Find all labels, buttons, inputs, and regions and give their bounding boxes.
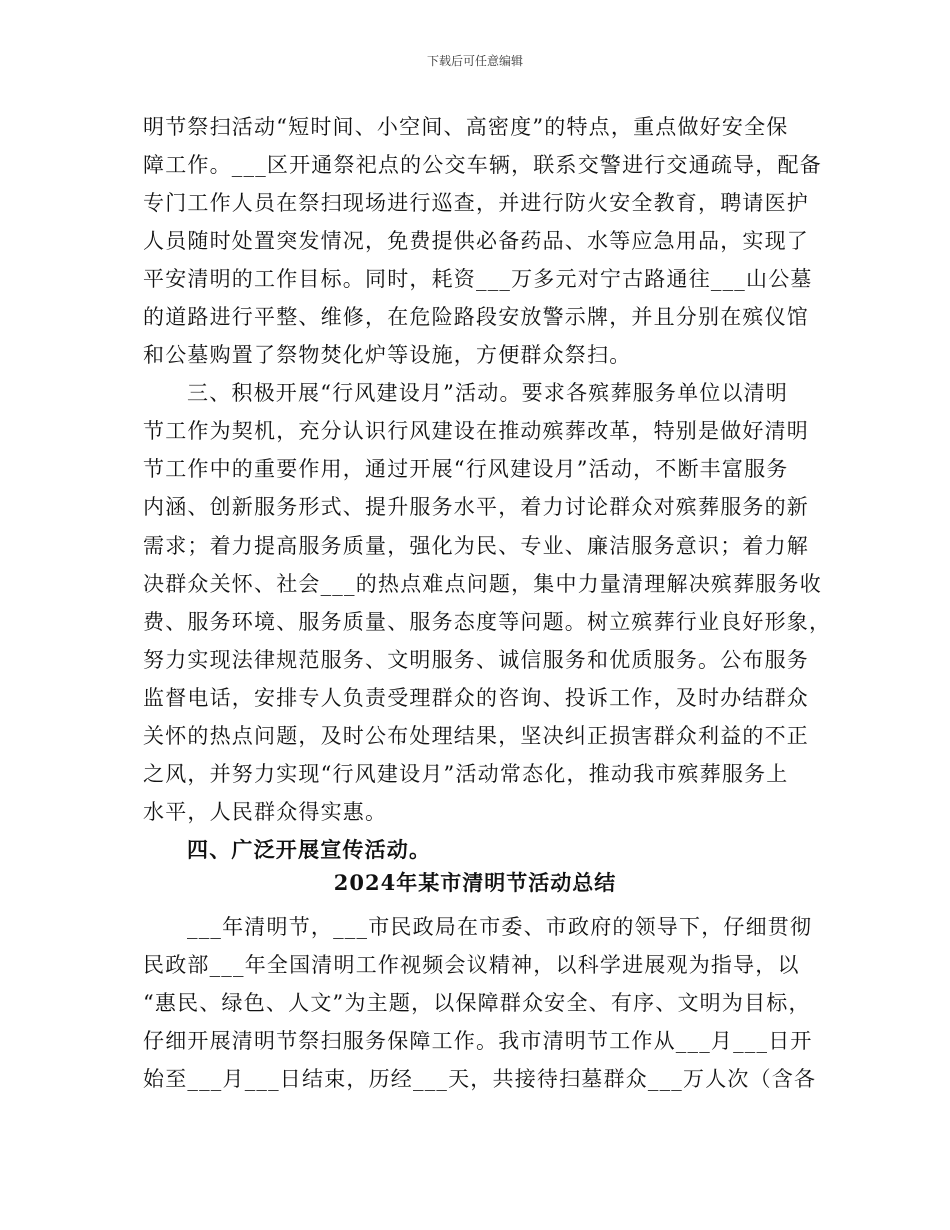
paragraph-line: 费、服务环境、服务质量、服务态度等问题。树立殡葬行业良好形象， bbox=[143, 609, 832, 634]
paragraph-line: 三、积极开展“行风建设月”活动。要求各殡葬服务单位以清明 bbox=[187, 381, 789, 406]
paragraph-line: 决群众关怀、社会___的热点难点问题，集中力量清理解决殡葬服务收 bbox=[143, 571, 822, 596]
document-title: 2024年某市清明节活动总结 bbox=[333, 870, 617, 895]
document-body-summary bbox=[143, 908, 817, 1098]
paragraph-line: ___年清明节，___市民政局在市委、市政府的领导下，仔细贯彻 bbox=[187, 915, 813, 939]
paragraph-line: 仔细开展清明节祭扫服务保障工作。我市清明节工作从___月___日开 bbox=[143, 1029, 813, 1054]
section-heading: 四、广泛开展宣传活动。 bbox=[187, 836, 432, 862]
paragraph-line: 之风，并努力实现“行风建设月”活动常态化，推动我市殡葬服务上 bbox=[143, 761, 789, 786]
paragraph-line: 监督电话，安排专人负责受理群众的咨询、投诉工作，及时办结群众 bbox=[143, 685, 809, 710]
paragraph-line: 节工作中的重要作用，通过开展“行风建设月”活动，不断丰富服务 bbox=[143, 457, 789, 482]
paragraph-line: 人员随时处置突发情况，免费提供必备药品、水等应急用品，实现了 bbox=[143, 229, 809, 254]
paragraph-line: 明节祭扫活动“短时间、小空间、高密度”的特点，重点做好安全保 bbox=[143, 115, 789, 139]
paragraph-line: 内涵、创新服务形式、提升服务水平，着力讨论群众对殡葬服务的新 bbox=[143, 495, 809, 520]
paragraph-line: 障工作。___区开通祭祀点的公交车辆，联系交警进行交通疏导，配备 bbox=[143, 153, 822, 178]
paragraph-line: 的道路进行平整、维修，在危险路段安放警示牌，并且分别在殡仪馆 bbox=[143, 305, 809, 330]
paragraph-line: 民政部___年全国清明工作视频会议精神，以科学进展观为指导，以 bbox=[143, 953, 800, 978]
paragraph-line: 平安清明的工作目标。同时，耗资___万多元对宁古路通往___山公墓 bbox=[143, 267, 813, 292]
document-body bbox=[143, 108, 832, 869]
paragraph-line: 和公墓购置了祭物焚化炉等设施，方便群众祭扫。 bbox=[143, 343, 632, 368]
page-header: 下载后可任意编辑 bbox=[426, 54, 523, 68]
paragraph-line: 水平，人民群众得实惠。 bbox=[143, 799, 388, 824]
paragraph-line: 始至___月___日结束，历经___天，共接待扫墓群众___万人次（含各 bbox=[143, 1067, 817, 1092]
paragraph-line: “惠民、绿色、人文”为主题，以保障群众安全、有序、文明为目标， bbox=[143, 991, 811, 1016]
paragraph-line: 关怀的热点问题，及时公布处理结果，坚决纠正损害群众利益的不正 bbox=[143, 723, 809, 748]
paragraph-line: 需求；着力提高服务质量，强化为民、专业、廉洁服务意识；着力解 bbox=[143, 533, 809, 558]
paragraph-line: 努力实现法律规范服务、文明服务、诚信服务和优质服务。公布服务 bbox=[143, 647, 809, 672]
paragraph-line: 节工作为契机，充分认识行风建设在推动殡葬改革，特别是做好清明 bbox=[143, 419, 809, 444]
paragraph-line: 专门工作人员在祭扫现场进行巡查，并进行防火安全教育，聘请医护 bbox=[143, 191, 809, 216]
